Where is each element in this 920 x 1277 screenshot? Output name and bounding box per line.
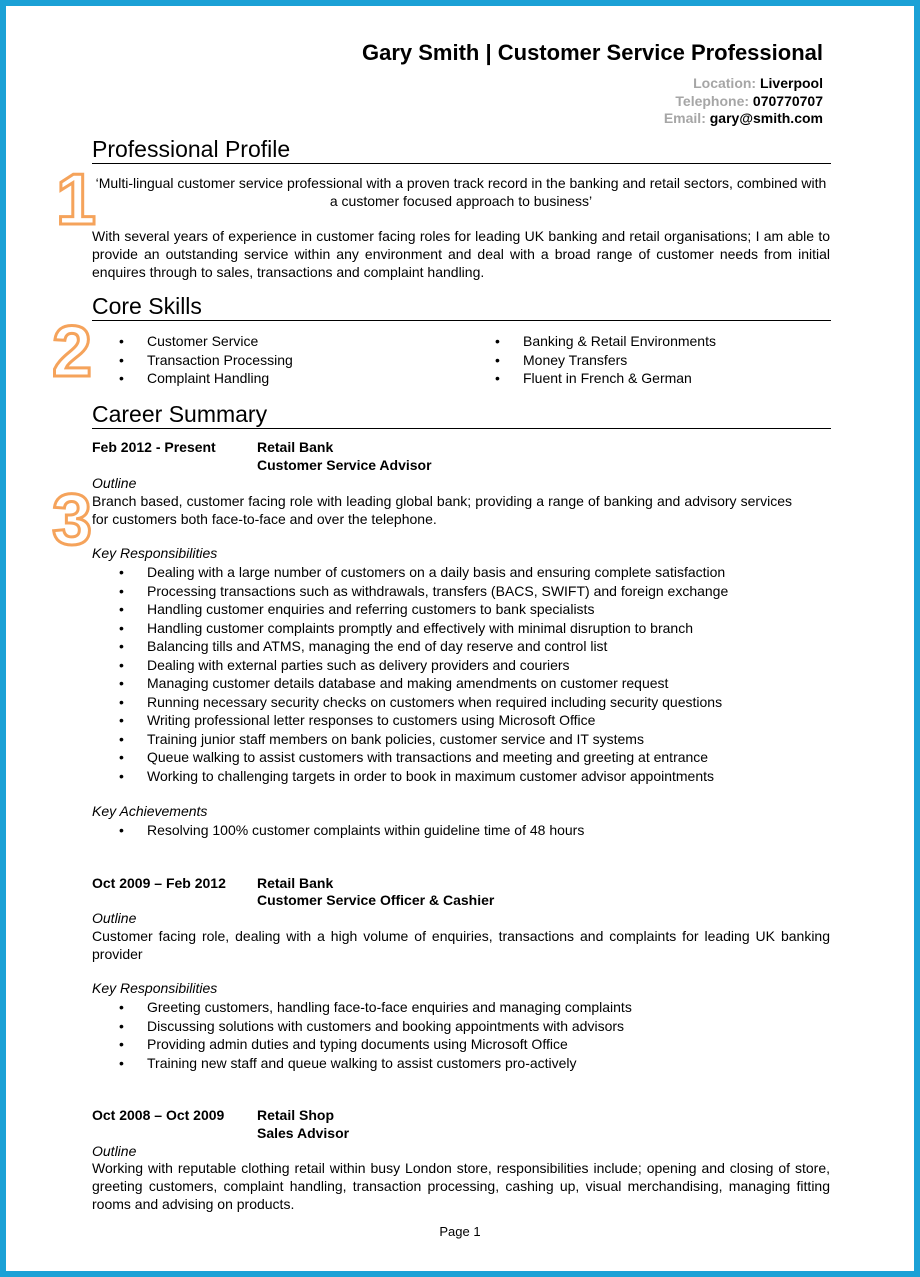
section-heading-skills: Core Skills [92, 293, 831, 321]
job-dates: Oct 2009 – Feb 2012 [92, 875, 226, 891]
section-heading-profile: Professional Profile [92, 136, 831, 164]
profile-quote: ‘Multi-lingual customer service professional with a proven track record in the banking and retail sectors, combined with a customer focused approach to business’ [95, 175, 827, 209]
responsibilities-list [92, 998, 632, 1072]
list-item: • Providing admin duties and typing documents using Microsoft Office [92, 1035, 632, 1054]
outline-label: Outline [92, 475, 137, 491]
list-item: • Processing transactions such as withdrawals, transfers (BACS, SWIFT) and foreign exchange [92, 582, 728, 601]
list-item: • Training junior staff members on bank policies, customer service and IT systems [92, 730, 728, 749]
list-item: • Dealing with external parties such as delivery providers and couriers [92, 656, 728, 675]
list-item: • Queue walking to assist customers with transactions and meeting and greeting at entrance [92, 748, 728, 767]
list-item: • Running necessary security checks on customers when required including security questions [92, 693, 728, 712]
job-dates: Feb 2012 - Present [92, 439, 216, 455]
list-item: • Training new staff and queue walking to assist customers pro-actively [92, 1054, 632, 1073]
list-item: • Handling customer enquiries and referring customers to bank specialists [92, 600, 728, 619]
job-outline: Working with reputable clothing retail within busy London store, responsibilities include; opening and closing of store, greeting customers, complaint handling, transaction processing, cashing up, visual merchandising, managing fitting rooms and advising on products. [92, 1160, 830, 1212]
skills-list-left [92, 332, 293, 388]
list-item: • Managing customer details database and making amendments on customer request [92, 674, 728, 693]
page-number: Page 1 [439, 1224, 481, 1239]
job-role: Sales Advisor [257, 1125, 350, 1141]
list-item: • Greeting customers, handling face-to-face enquiries and managing complaints [92, 998, 632, 1017]
list-item: • Discussing solutions with customers and booking appointments with advisors [92, 1017, 632, 1036]
list-item: • Writing professional letter responses to customers using Microsoft Office [92, 711, 728, 730]
resume-page [6, 6, 914, 1271]
job-role: Customer Service Advisor [257, 457, 432, 473]
skill-item: • Money Transfers [468, 351, 716, 370]
list-item: • Balancing tills and ATMS, managing the end of day reserve and control list [92, 637, 728, 656]
contact-email: Email: gary@smith.com [663, 110, 823, 126]
section-heading-career: Career Summary [92, 401, 831, 429]
profile-text: With several years of experience in customer facing roles for leading UK banking and retail organisations; I am able to provide an outstanding service within any environment and deal with a broad range of customer needs from initial enquires through to sales, transactions and complaint handling. [92, 228, 830, 280]
job-employer: Retail Bank [257, 439, 334, 455]
skill-item: • Complaint Handling [92, 369, 293, 388]
job-outline: Branch based, customer facing role with leading global bank; providing a range of banking and advisory services for customers both face-to-face and over the telephone. [92, 493, 792, 527]
achievements-list [92, 821, 584, 840]
marker-3: 3 [52, 480, 93, 560]
skill-item: • Banking & Retail Environments [468, 332, 716, 351]
job-employer: Retail Shop [257, 1107, 335, 1123]
job-role: Customer Service Officer & Cashier [257, 892, 495, 908]
job-employer: Retail Bank [257, 875, 334, 891]
list-item: • Resolving 100% customer complaints within guideline time of 48 hours [92, 821, 584, 840]
list-item: • Dealing with a large number of customers on a daily basis and ensuring complete satisfaction [92, 563, 728, 582]
skills-list-right [468, 332, 716, 388]
marker-2: 2 [52, 312, 93, 392]
responsibilities-list [92, 563, 728, 785]
achievements-label: Key Achievements [92, 803, 208, 819]
contact-location: Location: Liverpool [693, 75, 823, 91]
skill-item: • Fluent in French & German [468, 369, 716, 388]
responsibilities-label: Key Responsibilities [92, 545, 218, 561]
outline-label: Outline [92, 910, 137, 926]
skill-item: • Customer Service [92, 332, 293, 351]
contact-telephone: Telephone: 070770707 [675, 93, 823, 109]
responsibilities-label: Key Responsibilities [92, 980, 218, 996]
job-dates: Oct 2008 – Oct 2009 [92, 1107, 225, 1123]
marker-1: 1 [56, 160, 97, 240]
resume-title: Gary Smith | Customer Service Professional [362, 40, 823, 65]
skill-item: • Transaction Processing [92, 351, 293, 370]
list-item: • Working to challenging targets in order to book in maximum customer advisor appointments [92, 767, 728, 786]
job-outline: Customer facing role, dealing with a high volume of enquiries, transactions and complaints for leading UK banking provider [92, 928, 830, 962]
outline-label: Outline [92, 1143, 137, 1159]
list-item: • Handling customer complaints promptly and effectively with minimal disruption to branch [92, 619, 728, 638]
